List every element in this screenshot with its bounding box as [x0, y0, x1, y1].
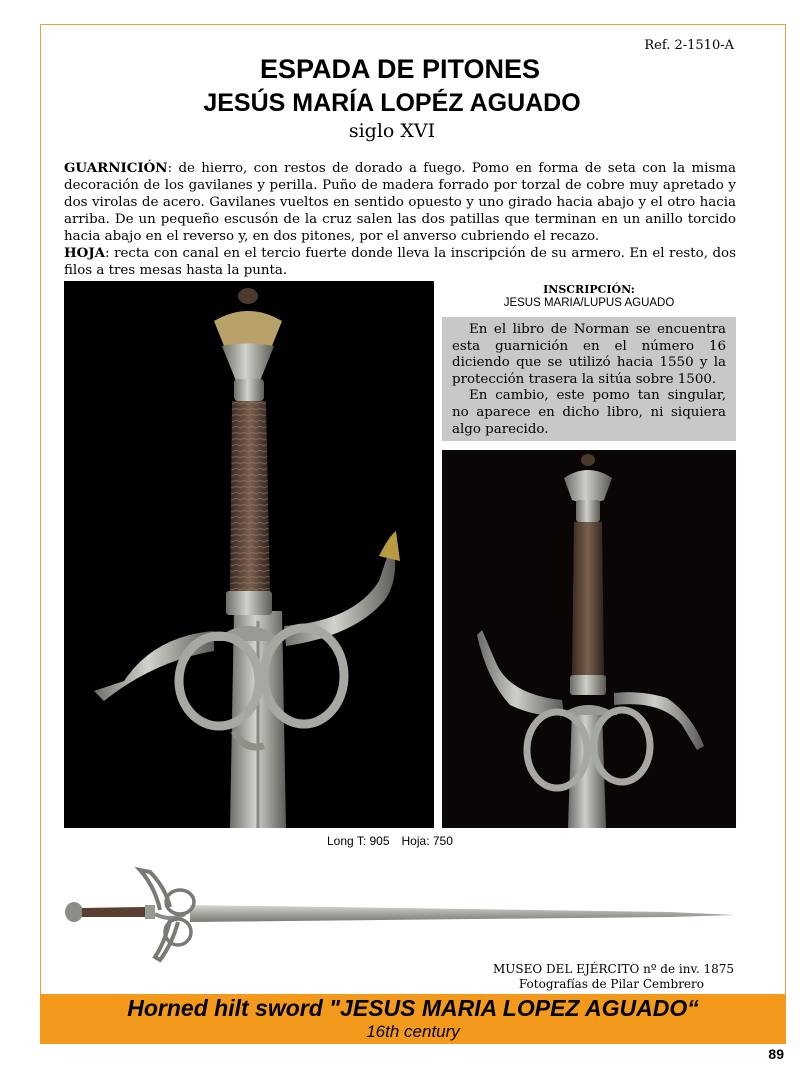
english-century: 16th century — [366, 1022, 460, 1041]
century-label: siglo XVI — [348, 120, 436, 142]
page-title: ESPADA DE PITONES — [259, 54, 541, 84]
hoja-label: HOJA — [64, 245, 106, 261]
note-paragraph: En cambio, este pomo tan singular, no aparece en dicho libro, ni siquiera algo parecido. — [452, 388, 726, 437]
total-length: Long T: 905 — [327, 834, 390, 848]
description-text — [64, 160, 736, 279]
inscription-label: INSCRIPCIÓN: — [543, 283, 635, 296]
hilt-photo-obverse — [64, 281, 434, 828]
hoja-text: : recta con canal en el tercio fuerte donde lleva la inscripción de su armero. En el resto, dos filos a tres mesas hasta la punta. — [64, 246, 736, 278]
blade-length: Hoja: 750 — [401, 834, 453, 848]
guarnicion-text: : de hierro, con restos de dorado a fuego. Pomo en forma de seta con la misma decoración de los gavilanes y perilla. Puño de madera forrado por torzal de cobre muy apretado y dos virolas de acero. Gavilanes vueltos en sentido opuesto y uno girado hacia abajo y el otro hacia arriba. De un pequeño escusón de la cruz salen las dos patillas que terminan en un anillo torcido hacia abajo en el reverso y, en dos pitones, por el anverso cubriendo el recazo. — [64, 161, 736, 244]
english-title: Horned hilt sword "JESUS MARIA LOPEZ AGUADO“ — [127, 995, 699, 1021]
full-sword-image — [60, 862, 740, 972]
measurements — [327, 834, 453, 848]
note-box — [442, 317, 736, 441]
museum-inventory: MUSEO DEL EJÉRCITO nº de inv. 1875 — [492, 962, 734, 976]
page-number: 89 — [768, 1046, 784, 1062]
guarnicion-label: GUARNICIÓN — [64, 160, 168, 176]
page-subtitle: JESÚS MARÍA LOPÉZ AGUADO — [203, 89, 581, 117]
inscription-text: JESUS MARIA/LUPUS AGUADO — [503, 297, 675, 309]
hilt-photo-reverse — [442, 450, 736, 828]
reference-number: Ref. 2-1510-A — [644, 38, 734, 53]
museum-credit — [434, 962, 734, 992]
photo-credit: Fotografías de Pilar Cembrero — [518, 977, 704, 991]
english-title-banner — [40, 994, 786, 1044]
note-paragraph: En el libro de Norman se encuentra esta guarnición en el número 16 diciendo que se utilizó hacia 1550 y la protección trasera la sitúa sobre 1500. — [452, 322, 726, 387]
